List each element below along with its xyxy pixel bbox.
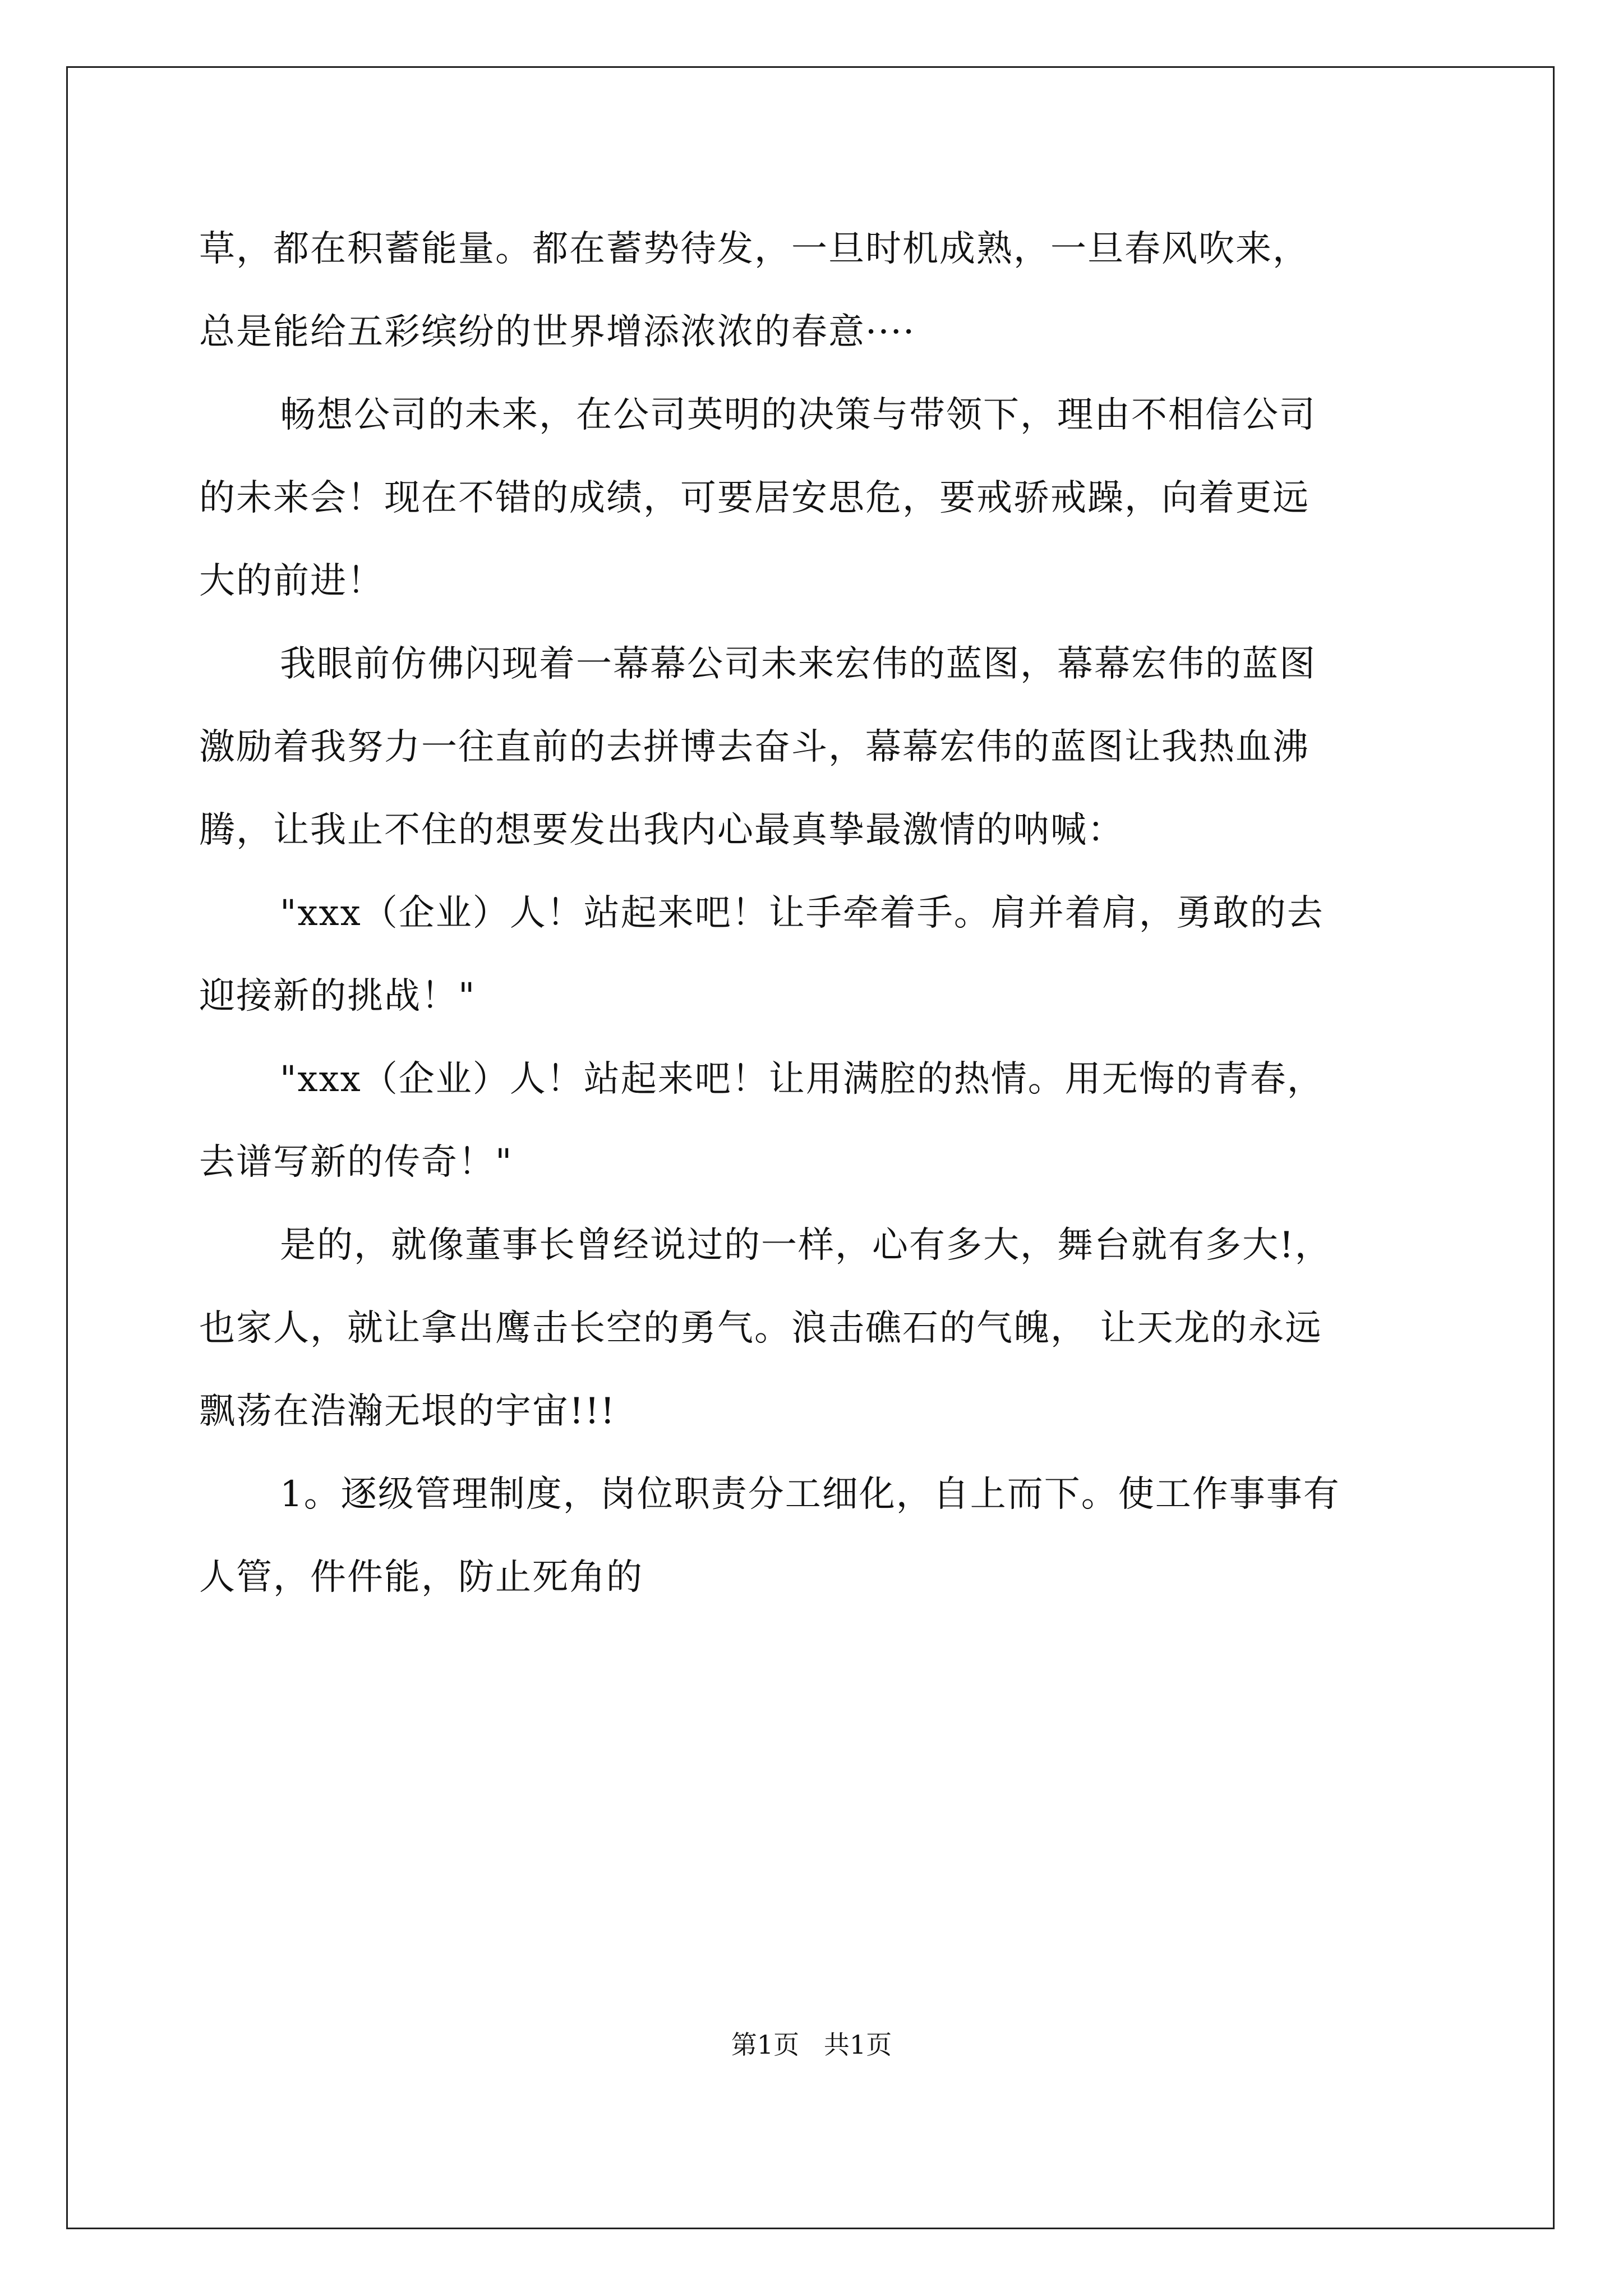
paragraph-first-line: "xxx（企业）人！站起来吧！让手牵着手。肩并着肩，勇敢的去 [280, 892, 1324, 934]
paragraph-first-line: 我眼前仿佛闪现着一幕幕公司未来宏伟的蓝图，幕幕宏伟的蓝图 [280, 643, 1316, 685]
text-line: 也家人，就让拿出鹰击长空的勇气。浪击礁石的气魄， 让天龙的永远 [199, 1308, 1322, 1349]
text-line: 草，都在积蓄能量。都在蓄势待发，一旦时机成熟，一旦春风吹来， [199, 228, 1310, 270]
paragraph-first-line: 是的，就像董事长曾经说过的一样，心有多大，舞台就有多大!， [280, 1225, 1332, 1266]
text-line: 总是能给五彩缤纷的世界增添浓浓的春意···· [199, 311, 916, 353]
text-line: 人管，件件能，防止死角的 [199, 1557, 643, 1598]
text-line: 大的前进！ [199, 560, 384, 602]
text-line: 去谱写新的传奇！" [199, 1142, 513, 1183]
text-line: 迎接新的挑战！" [199, 976, 476, 1017]
document-body [199, 208, 1433, 1619]
text-line: 的未来会！现在不错的成绩，可要居安思危，要戒骄戒躁，向着更远 [199, 477, 1310, 519]
page-footer: 第1页 共1页 [731, 2030, 892, 2060]
text-line: 腾，让我止不住的想要发出我内心最真挚最激情的呐喊： [199, 809, 1124, 851]
paragraph-first-line: 畅想公司的未来，在公司英明的决策与带领下，理由不相信公司 [280, 394, 1316, 436]
text-line: 飘荡在浩瀚无垠的宇宙!!! [199, 1391, 616, 1432]
paragraph-first-line: 1。逐级管理制度，岗位职责分工细化，自上而下。使工作事事有 [280, 1474, 1340, 1515]
text-line: 激励着我努力一往直前的去拼博去奋斗，幕幕宏伟的蓝图让我热血沸 [199, 726, 1310, 768]
paragraph-first-line: "xxx（企业）人！站起来吧！让用满腔的热情。用无悔的青春， [280, 1059, 1324, 1100]
